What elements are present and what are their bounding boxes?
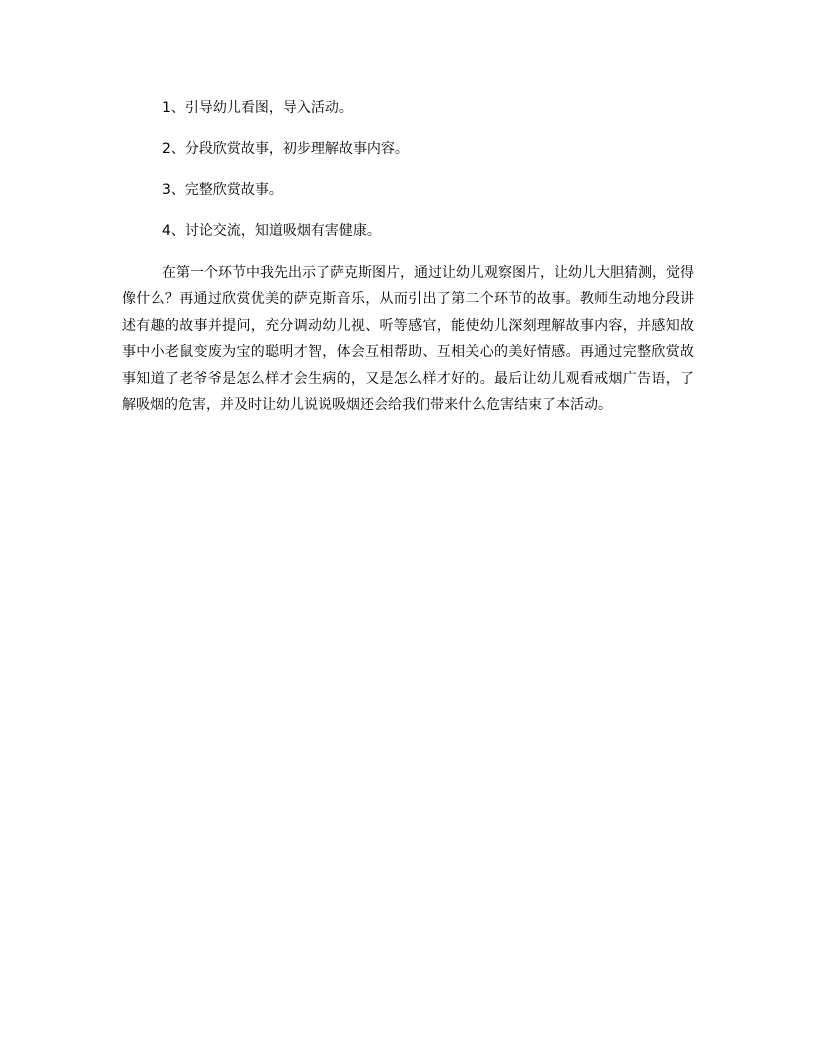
reflection-paragraph: 在第一个环节中我先出示了萨克斯图片，通过让幼儿观察图片，让幼儿大胆猜测，觉得像什么？再通过欣赏优美的萨克斯音乐，从而引出了第二个环节的故事。教师生动地分段讲述有趣的故事并提问，充分调动幼儿视、听等感官，能使幼儿深刻理解故事内容，并感知故事中小老鼠变废为宝的聪明才智，体会互相帮助、互相关心的美好情感。再通过完整欣赏故事知道了老爷爷是怎么样才会生病的，又是怎么样才好的。最后让幼儿观看戒烟广告语，了解吸烟的危害，并及时让幼儿说说吸烟还会给我们带来什么危害结束了本活动。 bbox=[122, 265, 694, 414]
activity-step-4: 4、讨论交流，知道吸烟有害健康。 bbox=[162, 223, 381, 239]
activity-step-1: 1、引导幼儿看图，导入活动。 bbox=[162, 100, 353, 116]
activity-step-3: 3、完整欣赏故事。 bbox=[162, 182, 283, 198]
activity-step-2: 2、分段欣赏故事，初步理解故事内容。 bbox=[162, 141, 409, 157]
document-body bbox=[122, 96, 694, 418]
